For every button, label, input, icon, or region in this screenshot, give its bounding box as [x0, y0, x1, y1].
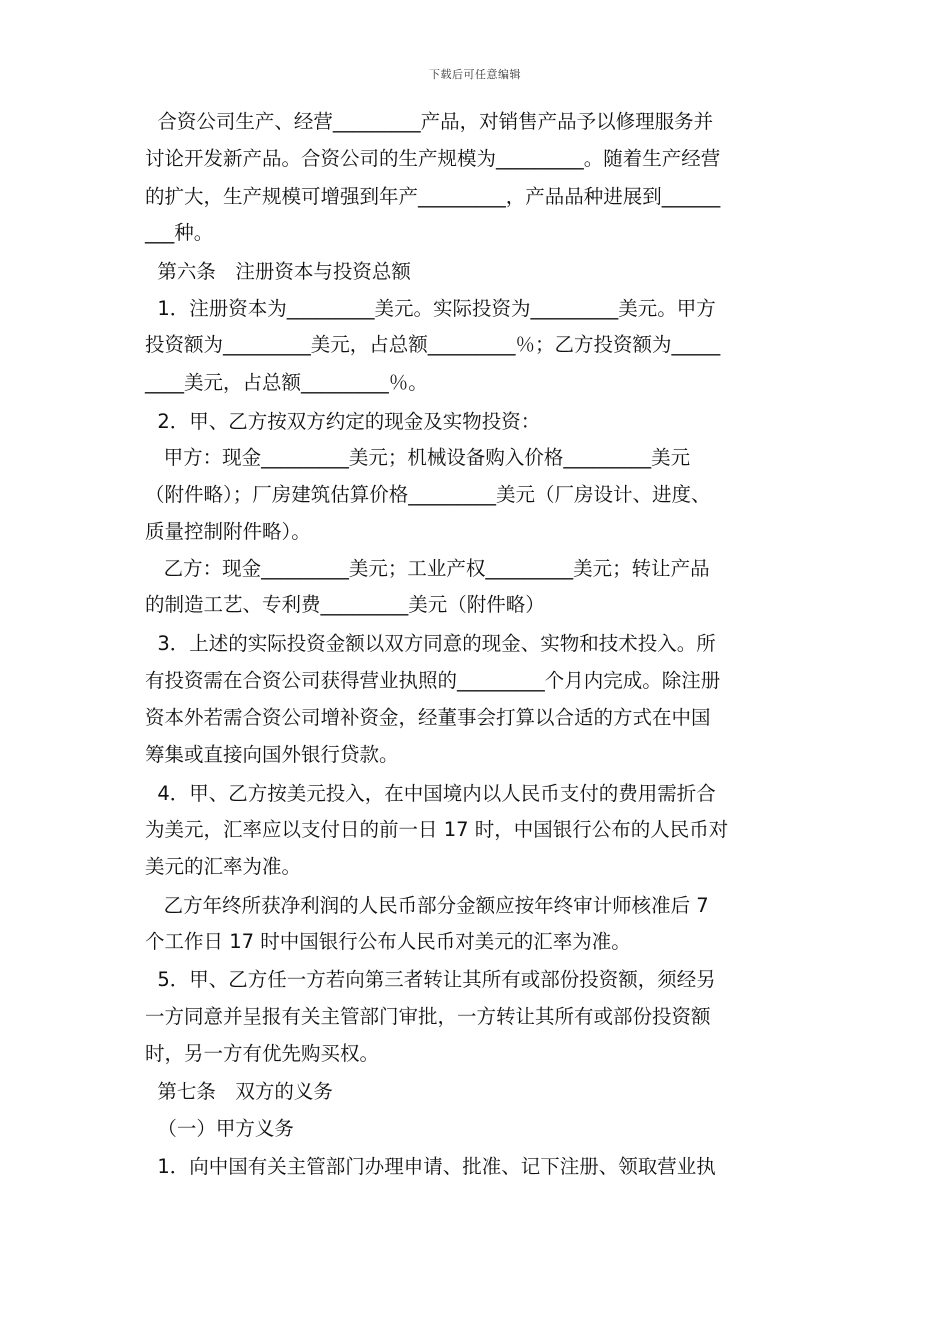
paragraph-line: 讨论开发新产品。合资公司的生产规模为_________。随着生产经营 [145, 147, 721, 170]
paragraph-line: 乙方年终所获净利润的人民币部分金额应按年终审计师核准后 7 [145, 894, 709, 917]
paragraph-line: 2．甲、乙方按双方约定的现金及实物投资： [145, 410, 541, 433]
paragraph-line: （一）甲方义务 [145, 1117, 294, 1140]
paragraph-line: 乙方：现金_________美元；工业产权_________美元；转让产品 [145, 557, 710, 580]
paragraph-line: 4．甲、乙方按美元投入，在中国境内以人民币支付的费用需折合 [145, 782, 716, 805]
paragraph-line: 1．注册资本为_________美元。实际投资为_________美元。甲方 [145, 297, 716, 320]
paragraph-line: 筹集或直接向国外银行贷款。 [145, 743, 399, 766]
paragraph-line: 的扩大，生产规模可增强到年产_________，产品品种进展到______ [145, 185, 721, 208]
paragraph-line: 甲方：现金_________美元；机械设备购入价格_________美元 [145, 446, 691, 469]
paragraph-line: 合资公司生产、经营_________产品，对销售产品予以修理服务并 [145, 110, 714, 133]
paragraph-line: 第七条 双方的义务 [145, 1080, 333, 1103]
paragraph-line: ____美元，占总额_________％。 [145, 371, 428, 394]
paragraph-line: 投资额为_________美元，占总额_________％；乙方投资额为_____ [145, 333, 721, 356]
paragraph-line: 美元的汇率为准。 [145, 855, 302, 878]
paragraph-line: 1．向中国有关主管部门办理申请、批准、记下注册、领取营业执 [145, 1155, 716, 1178]
paragraph-line: 3．上述的实际投资金额以双方同意的现金、实物和技术投入。所 [145, 632, 716, 655]
paragraph-line: 个工作日 17 时中国银行公布人民币对美元的汇率为准。 [145, 930, 631, 953]
paragraph-line: 第六条 注册资本与投资总额 [145, 260, 411, 283]
paragraph-line: ___种。 [145, 221, 214, 244]
page-header: 下载后可任意编辑 [429, 68, 521, 81]
paragraph-line: 时，另一方有优先购买权。 [145, 1042, 380, 1065]
paragraph-line: 一方同意并呈报有关主管部门审批，一方转让其所有或部份投资额 [145, 1005, 711, 1028]
paragraph-line: 资本外若需合资公司增补资金，经董事会打算以合适的方式在中国 [145, 706, 711, 729]
paragraph-line: 5．甲、乙方任一方若向第三者转让其所有或部份投资额，须经另 [145, 968, 716, 991]
paragraph-line: 的制造工艺、专利费_________美元（附件略） [145, 593, 545, 616]
paragraph-line: （附件略）；厂房建筑估算价格_________美元（厂房设计、进度、 [145, 483, 711, 506]
paragraph-line: 为美元，汇率应以支付日的前一日 17 时，中国银行公布的人民币对 [145, 818, 729, 841]
paragraph-line: 有投资需在合资公司获得营业执照的_________个月内完成。除注册 [145, 669, 721, 692]
paragraph-line: 质量控制附件略）。 [145, 520, 311, 543]
